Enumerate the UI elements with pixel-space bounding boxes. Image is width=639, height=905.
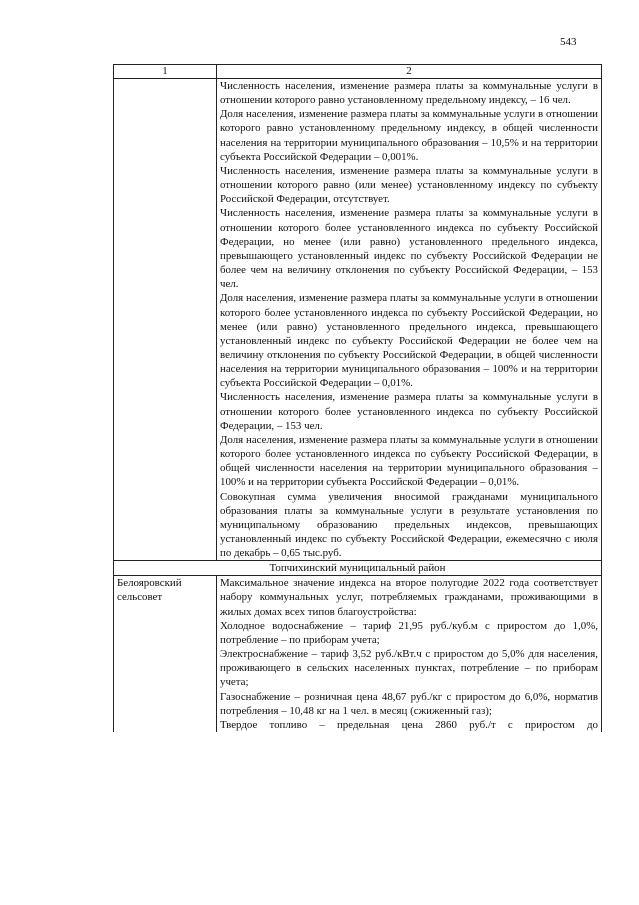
table-row-settlement: [114, 576, 602, 732]
table-header-row: [114, 65, 602, 79]
paragraph: Газоснабжение – розничная цена 48,67 руб./кг с приростом до 6,0%, норматив потребления – 10,48 кг на 1 чел. в месяц (сжиженный газ);: [220, 690, 598, 717]
district-row: [114, 561, 602, 576]
indicators-cell: [217, 79, 602, 561]
document-table: [113, 64, 602, 732]
paragraph: Численность населения, изменение размера платы за коммунальные услуги в отношении которого равно (или менее) установленному индексу по субъекту Российской Федерации, отсутствует.: [220, 164, 598, 206]
paragraph: Совокупная сумма увеличения вносимой гражданами муниципального образования платы за коммунальные услуги в результате установления по муниципальному образованию предельных индексов, превышающих установленный индекс по субъекту Российской Федерации, ежемесячно с июля по декабрь – 0,65 тыс.руб.: [220, 490, 598, 560]
paragraph: Численность населения, изменение размера платы за коммунальные услуги в отношении которого равно установленному предельному индексу, – 16 чел.: [220, 80, 598, 107]
settlement-cell-empty: [114, 79, 217, 561]
paragraph: Доля населения, изменение размера платы за коммунальные услуги в отношении которого более установленного индекса по субъекту Российской Федерации, но менее (или равно) установленного предельного индекса, превышающего установленный индекс по субъекту Российской Федерации не более чем на величину отклонения по субъекту Российской Федерации, в общей численности населения на территории муниципального образования – 100% и на территории субъекта Российской Федерации – 0,01%.: [220, 292, 598, 390]
paragraph: Численность населения, изменение размера платы за коммунальные услуги в отношении которого более установленного индекса по субъекту Российской Федерации, но менее (или равно) установленного предельного индекса, превышающего установленный индекс по субъекту Российской Федерации не более чем на величину отклонения по субъекту Российской Федерации, – 153 чел.: [220, 207, 598, 291]
district-title: Топчихинский муниципальный район: [114, 561, 602, 576]
paragraph: Численность населения, изменение размера платы за коммунальные услуги в отношении которого более установленного индекса по субъекту Российской Федерации, – 153 чел.: [220, 391, 598, 432]
paragraph: Доля населения, изменение размера платы за коммунальные услуги в отношении которого равно установленному предельному индексу, в общей численности населения на территории муниципального образования – 10,5% и на территории субъекта Российской Федерации – 0,001%.: [220, 108, 598, 163]
table-row-indicators: [114, 79, 602, 561]
column-header-1: 1: [114, 65, 217, 79]
page-number: 543: [560, 36, 577, 48]
paragraph: Твердое топливо – предельная цена 2860 руб./т с приростом до: [220, 718, 598, 731]
paragraph: Доля населения, изменение размера платы за коммунальные услуги в отношении которого более установленного индекса по субъекту Российской Федерации, в общей численности населения на территории муниципального образования – 100% и на территории субъекта Российской Федерации – 0,01%.: [220, 433, 598, 489]
paragraph: Максимальное значение индекса на второе полугодие 2022 года соответствует набору коммунальных услуг, потребляемых гражданами, проживающими в жилых домах всех типов благоустройства:: [220, 577, 598, 618]
settlement-name: Белояровский сельсовет: [114, 576, 217, 732]
paragraph: Холодное водоснабжение – тариф 21,95 руб./куб.м с приростом до 1,0%, потребление – по приборам учета;: [220, 619, 598, 646]
paragraph: Электроснабжение – тариф 3,52 руб./кВт.ч с приростом до 5,0% для населения, проживающего в сельских населенных пунктах, потребление – по приборам учета;: [220, 648, 598, 689]
column-header-2: 2: [217, 65, 602, 79]
tariffs-cell: [217, 576, 602, 732]
